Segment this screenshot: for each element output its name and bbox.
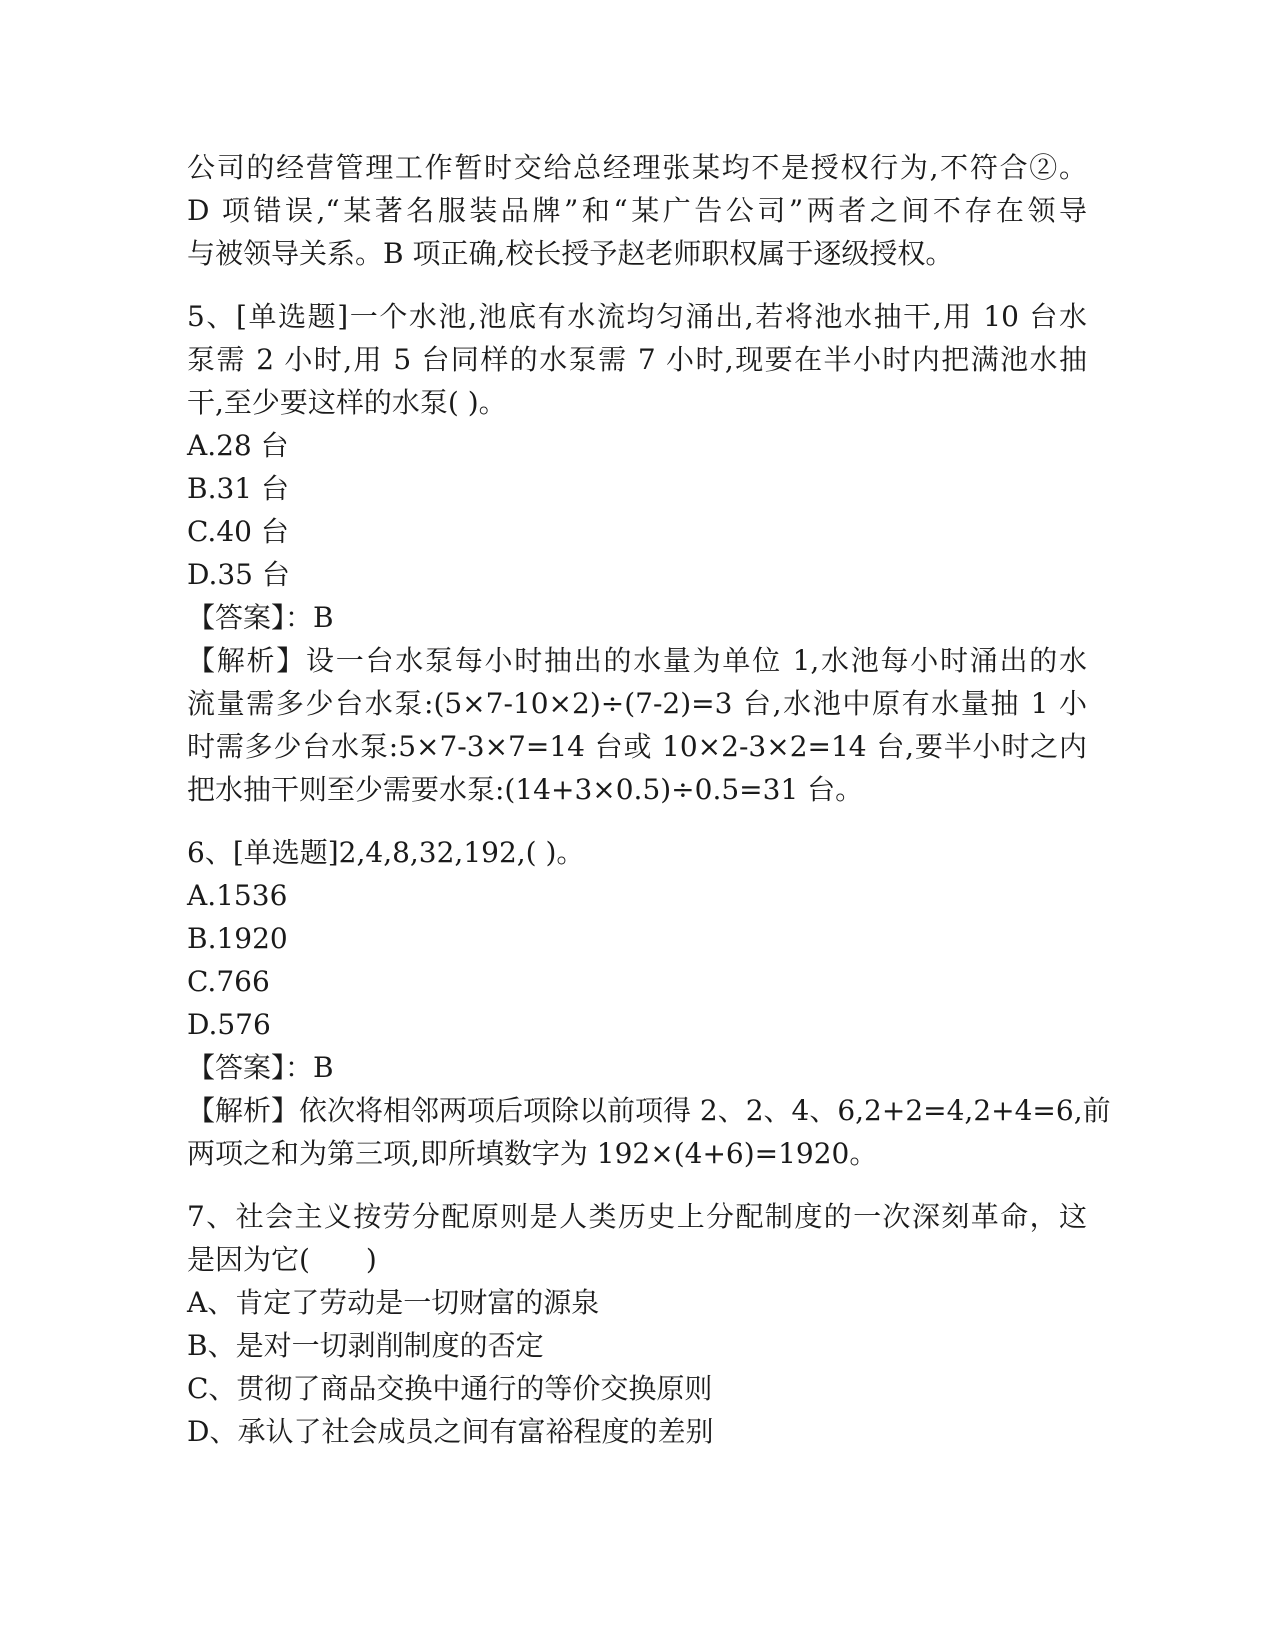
option-d: D.576: [187, 1008, 271, 1041]
analysis-line: 【解析】设一台水泵每小时抽出的水量为单位 1,水池每小时涌出的水: [187, 644, 1087, 677]
question-stem-line: 5、[单选题]一个水池,池底有水流均匀涌出,若将池水抽干,用 10 台水: [187, 300, 1087, 333]
page-content: [187, 146, 1111, 1453]
option-d: D.35 台: [187, 558, 290, 591]
analysis-line: 把水抽干则至少需要水泵:(14+3×0.5)÷0.5=31 台。: [187, 773, 864, 806]
option-b: B.1920: [187, 922, 288, 955]
question-7: [187, 1195, 1087, 1453]
question-stem-line: 6、[单选题]2,4,8,32,192,( )。: [187, 836, 585, 869]
question-stem-line: 干,至少要这样的水泵( )。: [187, 386, 507, 419]
answer-line: 【答案】：B: [187, 601, 334, 634]
analysis-line: 流量需多少台水泵:(5×7-10×2)÷(7-2)=3 台,水池中原有水量抽 1 小: [187, 687, 1087, 720]
option-c: C.766: [187, 965, 270, 998]
intro-paragraph: [187, 146, 1087, 275]
option-d: D、承认了社会成员之间有富裕程度的差别: [187, 1415, 714, 1448]
option-b: B、是对一切剥削制度的否定: [187, 1329, 544, 1362]
question-stem-line: 7、社会主义按劳分配原则是人类历史上分配制度的一次深刻革命，这: [187, 1200, 1087, 1233]
option-b: B.31 台: [187, 472, 290, 505]
analysis-line: 时需多少台水泵:5×7-3×7=14 台或 10×2-3×2=14 台,要半小时之内: [187, 730, 1087, 763]
analysis-line: 【解析】依次将相邻两项后项除以前项得 2、2、4、6,2+2=4,2+4=6,前: [187, 1094, 1111, 1127]
option-a: A.1536: [187, 879, 288, 912]
question-stem-line: 泵需 2 小时,用 5 台同样的水泵需 7 小时,现要在半小时内把满池水抽: [187, 343, 1087, 376]
question-stem-line: 是因为它( ): [187, 1243, 377, 1276]
option-c: C、贯彻了商品交换中通行的等价交换原则: [187, 1372, 713, 1405]
option-a: A、肯定了劳动是一切财富的源泉: [187, 1286, 600, 1319]
intro-line: D 项错误,“某著名服装品牌”和“某广告公司”两者之间不存在领导: [187, 194, 1087, 227]
question-5: [187, 295, 1087, 811]
question-6: [187, 831, 1111, 1175]
option-a: A.28 台: [187, 429, 289, 462]
intro-line: 公司的经营管理工作暂时交给总经理张某均不是授权行为,不符合②。: [187, 151, 1087, 184]
intro-line: 与被领导关系。B 项正确,校长授予赵老师职权属于逐级授权。: [187, 237, 954, 270]
answer-line: 【答案】：B: [187, 1051, 334, 1084]
option-c: C.40 台: [187, 515, 289, 548]
analysis-line: 两项之和为第三项,即所填数字为 192×(4+6)=1920。: [187, 1137, 878, 1170]
